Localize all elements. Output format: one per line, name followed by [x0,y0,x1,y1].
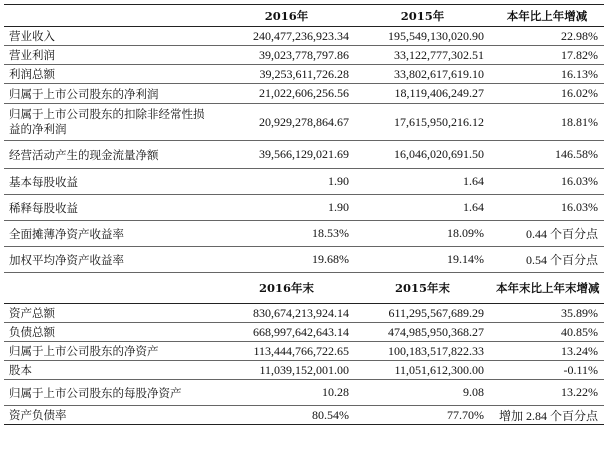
value-2015: 33,802,617,619.10 [355,65,490,84]
value-2016: 21,022,606,256.56 [218,84,355,104]
table-row [4,46,604,65]
value-2015: 18.09% [355,221,490,247]
table-row [4,195,604,221]
value-change: 16.03% [490,169,604,195]
table-row [4,65,604,84]
header-change-end: 本年末比上年末增减 [490,273,604,304]
row-label: 稀释每股收益 [4,195,218,221]
row-label: 归属于上市公司股东的扣除非经常性损益的净利润 [4,104,218,141]
row-label: 资产负债率 [4,406,218,425]
value-2016: 240,477,236,923.34 [218,27,355,46]
value-change: 增加 2.84 个百分点 [490,406,604,425]
value-2016: 80.54% [218,406,355,425]
value-2016: 830,674,213,924.14 [218,304,355,323]
table-row [4,361,604,380]
row-label: 利润总额 [4,65,218,84]
value-change: 16.03% [490,195,604,221]
header-2016-end: 2016年末 [218,273,355,304]
row-label: 全面摊薄净资产收益率 [4,221,218,247]
row-label: 营业收入 [4,27,218,46]
header-2016: 2016年 [218,5,355,27]
value-change: 0.54 个百分点 [490,247,604,273]
table-row [4,169,604,195]
row-label: 股本 [4,361,218,380]
table-row [4,247,604,273]
row-label: 营业利润 [4,46,218,65]
value-change: 16.13% [490,65,604,84]
value-2015: 100,183,517,822.33 [355,342,490,361]
value-change: 13.22% [490,380,604,406]
value-2016: 1.90 [218,195,355,221]
table-row [4,304,604,323]
value-2015: 16,046,020,691.50 [355,141,490,169]
value-2016: 18.53% [218,221,355,247]
value-change: 17.82% [490,46,604,65]
table-row [4,380,604,406]
value-change: 22.98% [490,27,604,46]
value-2015: 19.14% [355,247,490,273]
value-2015: 195,549,130,020.90 [355,27,490,46]
value-change: -0.11% [490,361,604,380]
row-label: 资产总额 [4,304,218,323]
value-2015: 1.64 [355,195,490,221]
header-2015-end: 2015年末 [355,273,490,304]
value-2015: 9.08 [355,380,490,406]
value-2016: 113,444,766,722.65 [218,342,355,361]
table-row [4,342,604,361]
value-change: 146.58% [490,141,604,169]
value-2016: 39,253,611,726.28 [218,65,355,84]
value-2015: 611,295,567,689.29 [355,304,490,323]
table-header-row [4,5,604,27]
table-row [4,141,604,169]
financial-summary-table [4,4,604,460]
value-2015: 11,051,612,300.00 [355,361,490,380]
value-2015: 77.70% [355,406,490,425]
row-label: 归属于上市公司股东的净利润 [4,84,218,104]
table-row [4,221,604,247]
value-2015: 17,615,950,216.12 [355,104,490,141]
value-change: 35.89% [490,304,604,323]
table-header-row-2 [4,273,604,304]
value-change: 18.81% [490,104,604,141]
value-2015: 1.64 [355,169,490,195]
row-label: 加权平均净资产收益率 [4,247,218,273]
value-2015: 18,119,406,249.27 [355,84,490,104]
value-2016: 1.90 [218,169,355,195]
value-change: 40.85% [490,323,604,342]
header-2015: 2015年 [355,5,490,27]
value-2016: 20,929,278,864.67 [218,104,355,141]
value-2016: 668,997,642,643.14 [218,323,355,342]
value-2015: 474,985,950,368.27 [355,323,490,342]
value-2016: 11,039,152,001.00 [218,361,355,380]
row-label: 基本每股收益 [4,169,218,195]
table-row [4,27,604,46]
header-blank-2 [4,273,218,304]
row-label: 归属于上市公司股东的每股净资产 [4,380,218,406]
value-2015: 33,122,777,302.51 [355,46,490,65]
row-label: 负债总额 [4,323,218,342]
value-change: 13.24% [490,342,604,361]
table-row [4,406,604,425]
value-change: 0.44 个百分点 [490,221,604,247]
header-blank [4,5,218,27]
table-row [4,323,604,342]
value-2016: 39,023,778,797.86 [218,46,355,65]
value-2016: 10.28 [218,380,355,406]
row-label: 经营活动产生的现金流量净额 [4,141,218,169]
value-2016: 19.68% [218,247,355,273]
header-change: 本年比上年增减 [490,5,604,27]
value-2016: 39,566,129,021.69 [218,141,355,169]
row-label: 归属于上市公司股东的净资产 [4,342,218,361]
value-change: 16.02% [490,84,604,104]
table-row [4,104,604,141]
table-row [4,84,604,104]
